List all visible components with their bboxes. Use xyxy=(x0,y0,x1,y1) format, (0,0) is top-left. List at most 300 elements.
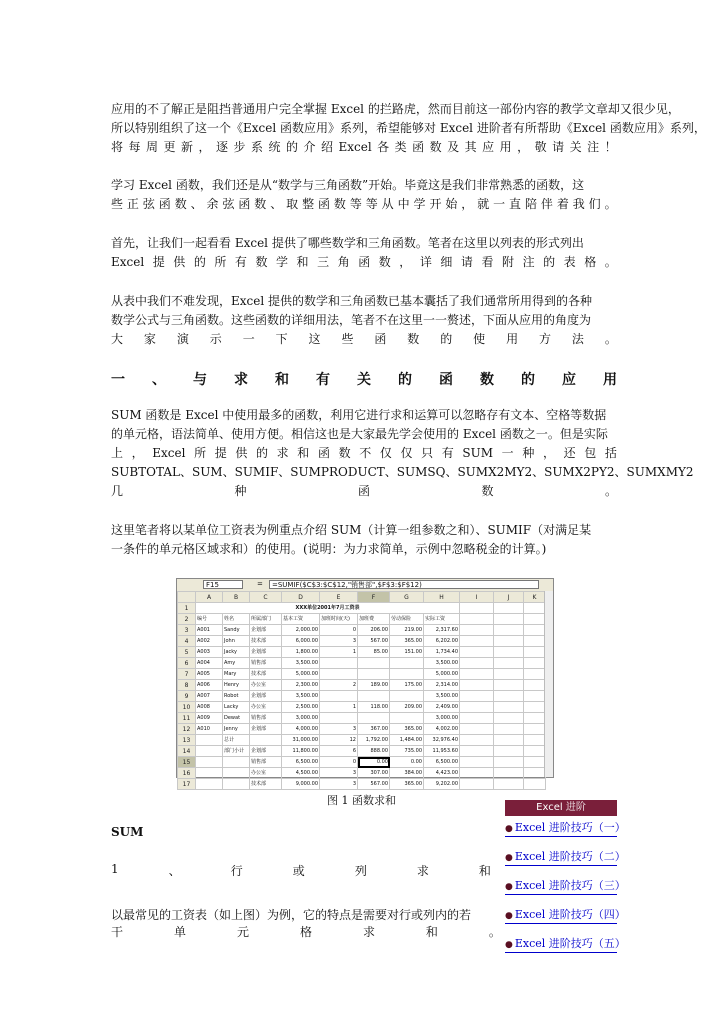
grid-cell[interactable] xyxy=(320,691,358,702)
text-token: 提 xyxy=(152,255,165,269)
row-header[interactable]: 11 xyxy=(178,713,196,724)
text-token: 、 xyxy=(270,197,283,211)
grid-cell[interactable]: 6 xyxy=(320,746,358,757)
grid-cell[interactable] xyxy=(494,647,524,658)
grid-cell[interactable]: 6,202.00 xyxy=(424,636,460,647)
text-token: 和 xyxy=(275,372,289,388)
grid-cell[interactable]: 4,002.00 xyxy=(424,724,460,735)
grid-cell[interactable]: Jacky xyxy=(223,647,250,658)
row-header[interactable]: 5 xyxy=(178,647,196,658)
text-line-justified xyxy=(111,923,501,940)
grid-cell[interactable]: A009 xyxy=(196,713,223,724)
row-header[interactable]: 7 xyxy=(178,669,196,680)
row-header[interactable]: 12 xyxy=(178,724,196,735)
grid-cell[interactable]: 384.00 xyxy=(390,768,424,779)
header-cell[interactable]: 加班时间(天) xyxy=(320,614,358,625)
grid-cell[interactable]: Sandy xyxy=(223,625,250,636)
grid-cell[interactable] xyxy=(494,735,524,746)
grid-cell[interactable] xyxy=(524,603,546,614)
grid-cell[interactable]: 3,500.00 xyxy=(424,658,460,669)
grid-cell[interactable]: 6,500.00 xyxy=(424,757,460,768)
related-link-1[interactable] xyxy=(505,820,626,837)
text-token: 数 xyxy=(174,197,187,211)
grid-cell[interactable]: 0 xyxy=(320,757,358,768)
grid-cell[interactable]: Mary xyxy=(223,669,250,680)
grid-cell[interactable] xyxy=(494,614,524,625)
row-header[interactable]: 9 xyxy=(178,691,196,702)
table-row xyxy=(178,647,546,658)
text-token: 整 xyxy=(302,197,315,211)
text-token: 请 xyxy=(552,140,565,154)
related-link-5[interactable] xyxy=(505,936,626,953)
grid-cell[interactable] xyxy=(223,768,250,779)
grid-cell[interactable] xyxy=(460,724,494,735)
vertical-scrollbar[interactable] xyxy=(544,591,553,777)
header-cell[interactable]: 基本工资 xyxy=(282,614,320,625)
grid-cell[interactable]: 3 xyxy=(320,768,358,779)
grid-cell[interactable]: 0 xyxy=(320,625,358,636)
grid-cell[interactable]: 735.00 xyxy=(390,746,424,757)
grid-cell[interactable]: A007 xyxy=(196,691,223,702)
grid-cell[interactable]: 5,000.00 xyxy=(424,669,460,680)
figure-caption: 图 1 函数求和 xyxy=(327,794,396,807)
grid-cell[interactable] xyxy=(250,735,282,746)
grid-cell[interactable] xyxy=(460,658,494,669)
grid-cell[interactable] xyxy=(524,680,546,691)
text-token: 直 xyxy=(509,197,522,211)
table-row xyxy=(178,713,546,724)
grid-cell[interactable]: 2,500.00 xyxy=(282,702,320,713)
grid-cell[interactable]: 3,000.00 xyxy=(424,713,460,724)
grid-cell[interactable]: 175.00 xyxy=(390,680,424,691)
grid-cell[interactable]: 367.00 xyxy=(358,724,390,735)
grid-cell[interactable] xyxy=(524,691,546,702)
grid-cell[interactable]: 31,000.00 xyxy=(282,735,320,746)
grid-cell[interactable] xyxy=(494,625,524,636)
grid-cell[interactable] xyxy=(320,713,358,724)
grid-cell[interactable]: 2,314.00 xyxy=(424,680,460,691)
grid-cell[interactable]: 4,000.00 xyxy=(282,724,320,735)
grid-cell[interactable]: 1 xyxy=(320,647,358,658)
grid-cell[interactable] xyxy=(460,614,494,625)
row-header[interactable]: 16 xyxy=(178,768,196,779)
grid-cell[interactable] xyxy=(320,658,358,669)
table-row xyxy=(178,757,546,768)
related-links-box xyxy=(505,800,626,953)
grid-cell[interactable]: 办公室 xyxy=(250,680,282,691)
grid-cell[interactable] xyxy=(524,669,546,680)
grid-cell[interactable] xyxy=(524,757,546,768)
text-token: 用 xyxy=(499,140,512,154)
grid-cell[interactable]: 1,734.40 xyxy=(424,647,460,658)
text-token: 细 xyxy=(440,255,453,269)
row-header[interactable]: 4 xyxy=(178,636,196,647)
text-token: 函 xyxy=(374,332,387,346)
grid-cell[interactable]: 4,500.00 xyxy=(282,768,320,779)
grid-cell[interactable]: 技术部 xyxy=(250,669,282,680)
text-token: 、 xyxy=(152,372,166,388)
text-line-justified xyxy=(111,195,617,214)
grid-cell[interactable]: 总计 xyxy=(223,735,250,746)
grid-cell[interactable]: A008 xyxy=(196,702,223,713)
grid-cell[interactable]: 3 xyxy=(320,779,358,790)
grid-cell[interactable]: 9,000.00 xyxy=(282,779,320,790)
table-row xyxy=(178,603,546,614)
active-cell[interactable]: 0.00 xyxy=(358,757,390,768)
text-token: 统 xyxy=(268,140,281,154)
grid-cell[interactable] xyxy=(524,702,546,713)
header-cell[interactable]: 加班费 xyxy=(358,614,390,625)
grid-cell[interactable]: 365.00 xyxy=(390,724,424,735)
grid-cell[interactable] xyxy=(494,680,524,691)
sheet-grid xyxy=(177,591,546,790)
header-cell[interactable]: 劳动保险 xyxy=(390,614,424,625)
grid-cell[interactable] xyxy=(460,636,494,647)
table-row xyxy=(178,636,546,647)
text-token: 家 xyxy=(143,332,156,346)
grid-cell[interactable]: A003 xyxy=(196,647,223,658)
grid-cell[interactable] xyxy=(196,757,223,768)
column-header[interactable]: G xyxy=(390,592,424,603)
text-token: 注 xyxy=(587,140,600,154)
grid-cell[interactable]: A010 xyxy=(196,724,223,735)
grid-cell[interactable] xyxy=(460,647,494,658)
grid-cell[interactable]: 技术部 xyxy=(250,779,282,790)
grid-cell[interactable]: Dewat xyxy=(223,713,250,724)
grid-cell[interactable] xyxy=(196,779,223,790)
text-token: 始 xyxy=(445,197,458,211)
grid-cell[interactable] xyxy=(494,713,524,724)
grid-cell[interactable] xyxy=(524,746,546,757)
column-header[interactable]: A xyxy=(196,592,223,603)
row-header[interactable]: 6 xyxy=(178,658,196,669)
column-header[interactable]: D xyxy=(282,592,320,603)
grid-cell[interactable]: 365.00 xyxy=(390,779,424,790)
text-token: 用 xyxy=(603,372,617,388)
row-header[interactable]: 17 xyxy=(178,779,196,790)
text-token: Excel xyxy=(152,446,186,460)
grid-cell[interactable]: 2,300.00 xyxy=(282,680,320,691)
paragraph-usage xyxy=(111,292,617,349)
grid-cell[interactable]: 销售部 xyxy=(250,713,282,724)
text-line: 这里笔者将以某单位工资表为例重点介绍 SUM（计算一组参数之和）、SUMIF（对满足某 xyxy=(111,523,592,537)
grid-cell[interactable] xyxy=(524,713,546,724)
grid-cell[interactable] xyxy=(494,636,524,647)
grid-cell[interactable] xyxy=(460,691,494,702)
grid-cell[interactable]: 85.00 xyxy=(358,647,390,658)
text-token: 格 xyxy=(299,925,312,939)
text-token: 各 xyxy=(377,140,390,154)
grid-cell[interactable]: 办公室 xyxy=(250,768,282,779)
grid-cell[interactable] xyxy=(223,779,250,790)
text-token: 。 xyxy=(604,332,617,346)
grid-cell[interactable]: 3 xyxy=(320,724,358,735)
grid-cell[interactable] xyxy=(460,680,494,691)
grid-cell[interactable]: Henry xyxy=(223,680,250,691)
grid-cell[interactable] xyxy=(460,702,494,713)
related-link-3[interactable] xyxy=(505,878,626,895)
text-token: 与 xyxy=(193,372,207,388)
grid-cell[interactable] xyxy=(460,768,494,779)
grid-cell[interactable]: 办公室 xyxy=(250,702,282,713)
grid-cell[interactable] xyxy=(494,757,524,768)
text-token: 些 xyxy=(341,332,354,346)
text-token: 注 xyxy=(522,255,535,269)
text-token: 取 xyxy=(286,197,299,211)
text-token: 的 xyxy=(286,140,299,154)
row-header[interactable]: 8 xyxy=(178,680,196,691)
header-cell[interactable]: 所属部门 xyxy=(250,614,282,625)
related-link-label: Excel 进阶技巧（四） xyxy=(514,908,626,921)
column-header[interactable]: I xyxy=(460,592,494,603)
grid-cell[interactable]: 209.00 xyxy=(390,702,424,713)
grid-cell[interactable]: 企划部 xyxy=(250,625,282,636)
grid-cell[interactable] xyxy=(358,669,390,680)
grid-cell[interactable]: 6,000.00 xyxy=(282,636,320,647)
grid-cell[interactable] xyxy=(524,614,546,625)
grid-cell[interactable]: A006 xyxy=(196,680,223,691)
text-token: 行 xyxy=(230,864,243,878)
row-header[interactable]: 15 xyxy=(178,757,196,768)
grid-cell[interactable] xyxy=(320,669,358,680)
grid-cell[interactable]: 2,409.00 xyxy=(424,702,460,713)
grid-cell[interactable] xyxy=(494,779,524,790)
table-row xyxy=(178,691,546,702)
text-token: 函 xyxy=(317,197,330,211)
grid-cell[interactable]: 部门小计 xyxy=(223,746,250,757)
text-token: 函 xyxy=(317,446,330,460)
text-token: 中 xyxy=(397,197,410,211)
text-token: 。 xyxy=(604,484,617,498)
grid-cell[interactable] xyxy=(196,746,223,757)
text-token: 函 xyxy=(158,197,171,211)
grid-cell[interactable]: 3 xyxy=(320,636,358,647)
grid-cell[interactable] xyxy=(460,603,494,614)
text-line-justified xyxy=(111,330,617,349)
column-header[interactable]: F xyxy=(358,592,390,603)
grid-cell[interactable]: 企划部 xyxy=(250,691,282,702)
name-box[interactable]: F15 xyxy=(203,580,243,589)
text-token: 表 xyxy=(563,255,576,269)
table-row xyxy=(178,735,546,746)
grid-cell[interactable]: 206.00 xyxy=(358,625,390,636)
grid-cell[interactable] xyxy=(390,658,424,669)
related-link-2[interactable] xyxy=(505,849,626,866)
text-token: 关 xyxy=(357,372,371,388)
grid-cell[interactable] xyxy=(494,702,524,713)
grid-cell[interactable] xyxy=(390,713,424,724)
text-token: 种 xyxy=(522,446,535,460)
grid-cell[interactable] xyxy=(524,724,546,735)
formula-equals-icon: = xyxy=(257,580,263,588)
row-header[interactable]: 3 xyxy=(178,625,196,636)
text-token: 弦 xyxy=(142,197,155,211)
text-token: ！ xyxy=(604,140,617,154)
grid-cell[interactable] xyxy=(494,746,524,757)
grid-cell[interactable] xyxy=(460,757,494,768)
grid-cell[interactable]: 11,800.00 xyxy=(282,746,320,757)
column-header[interactable]: B xyxy=(223,592,250,603)
text-token: 。 xyxy=(604,255,617,269)
grid-cell[interactable] xyxy=(460,735,494,746)
grid-cell[interactable]: 5,000.00 xyxy=(282,669,320,680)
grid-cell[interactable]: 1 xyxy=(320,702,358,713)
grid-cell[interactable]: 1,484.00 xyxy=(390,735,424,746)
formula-input[interactable]: =SUMIF($C$3:$C$12,"销售部",$F$3:$F$12) xyxy=(269,580,539,589)
text-token: 余 xyxy=(206,197,219,211)
text-token: 这 xyxy=(308,332,321,346)
grid-cell[interactable] xyxy=(460,713,494,724)
grid-cell[interactable]: 3,500.00 xyxy=(282,691,320,702)
row-header[interactable]: 13 xyxy=(178,735,196,746)
grid-cell[interactable] xyxy=(494,603,524,614)
text-token: 及 xyxy=(447,140,460,154)
header-cell[interactable]: 实际工资 xyxy=(424,614,460,625)
grid-cell[interactable] xyxy=(494,768,524,779)
text-token: 步 xyxy=(233,140,246,154)
text-token: 提 xyxy=(214,446,227,460)
grid-cell[interactable]: 0.00 xyxy=(390,757,424,768)
text-token: SUM xyxy=(462,446,494,460)
text-token: 等 xyxy=(365,197,378,211)
column-header[interactable]: K xyxy=(524,592,546,603)
text-token: 就 xyxy=(477,197,490,211)
grid-cell[interactable]: Amy xyxy=(223,658,250,669)
column-header[interactable]: C xyxy=(250,592,282,603)
bullet-icon: ● xyxy=(505,940,513,950)
header-cell[interactable]: 编号 xyxy=(196,614,223,625)
text-token: 将 xyxy=(111,140,124,154)
row-header[interactable]: 10 xyxy=(178,702,196,713)
text-line: 一条件的单元格区域求和）的使用。(说明：为力求简单，示例中忽略税金的计算。) xyxy=(111,542,547,556)
grid-cell[interactable]: 销售部 xyxy=(250,658,282,669)
select-all-corner[interactable] xyxy=(178,592,196,603)
grid-cell[interactable]: 3,500.00 xyxy=(424,691,460,702)
grid-cell[interactable] xyxy=(494,669,524,680)
grid-cell[interactable]: 企划部 xyxy=(250,746,282,757)
grid-cell[interactable]: 2,000.00 xyxy=(282,625,320,636)
grid-cell[interactable]: 1,800.00 xyxy=(282,647,320,658)
grid-cell[interactable]: 3,500.00 xyxy=(282,658,320,669)
grid-cell[interactable]: 307.00 xyxy=(358,768,390,779)
grid-cell[interactable]: A004 xyxy=(196,658,223,669)
text-token: ， xyxy=(131,446,144,460)
grid-cell[interactable] xyxy=(460,625,494,636)
grid-cell[interactable]: John xyxy=(223,636,250,647)
column-header[interactable]: H xyxy=(424,592,460,603)
text-token: 的 xyxy=(521,372,535,388)
grid-cell[interactable]: 365.00 xyxy=(390,636,424,647)
text-token: 等 xyxy=(349,197,362,211)
row-header[interactable]: 2 xyxy=(178,614,196,625)
grid-cell[interactable]: 2,317.60 xyxy=(424,625,460,636)
grid-cell[interactable] xyxy=(524,647,546,658)
grid-cell[interactable] xyxy=(358,658,390,669)
grid-cell[interactable] xyxy=(390,691,424,702)
grid-cell[interactable]: A002 xyxy=(196,636,223,647)
grid-cell[interactable] xyxy=(494,658,524,669)
header-cell[interactable]: 姓名 xyxy=(223,614,250,625)
grid-cell[interactable]: 企划部 xyxy=(250,724,282,735)
grid-cell[interactable] xyxy=(524,636,546,647)
grid-cell[interactable]: 567.00 xyxy=(358,779,390,790)
grid-cell[interactable] xyxy=(460,746,494,757)
text-line-justified xyxy=(111,138,617,157)
grid-cell[interactable] xyxy=(223,757,250,768)
grid-cell[interactable]: A001 xyxy=(196,625,223,636)
text-token: 干 xyxy=(111,925,124,939)
row-header[interactable]: 1 xyxy=(178,603,196,614)
grid-cell[interactable] xyxy=(390,669,424,680)
grid-cell[interactable] xyxy=(358,713,390,724)
text-token: 。 xyxy=(488,925,501,939)
text-token: 和 xyxy=(297,446,310,460)
grid-cell[interactable] xyxy=(524,779,546,790)
grid-cell[interactable] xyxy=(524,625,546,636)
text-line-justified xyxy=(111,444,617,463)
grid-cell[interactable]: 9,202.00 xyxy=(424,779,460,790)
grid-cell[interactable]: 11,953.60 xyxy=(424,746,460,757)
grid-cell[interactable] xyxy=(494,724,524,735)
text-token: 我 xyxy=(572,197,585,211)
grid-cell[interactable]: 6,500.00 xyxy=(282,757,320,768)
grid-cell[interactable] xyxy=(524,658,546,669)
grid-cell[interactable]: A005 xyxy=(196,669,223,680)
grid-cell[interactable]: Lacky xyxy=(223,702,250,713)
grid-cell[interactable] xyxy=(196,768,223,779)
table-row xyxy=(178,669,546,680)
grid-cell[interactable]: 219.00 xyxy=(390,625,424,636)
sheet-title-cell[interactable]: XXX单位2001年7月工资表 xyxy=(196,603,460,614)
row-header[interactable]: 14 xyxy=(178,746,196,757)
grid-cell[interactable]: 企划部 xyxy=(250,647,282,658)
grid-cell[interactable]: 151.00 xyxy=(390,647,424,658)
grid-cell[interactable] xyxy=(460,669,494,680)
paragraph-function-list xyxy=(111,234,617,272)
grid-cell[interactable]: 888.00 xyxy=(358,746,390,757)
text-token: 和 xyxy=(478,864,491,878)
text-token: 正 xyxy=(126,197,139,211)
grid-cell[interactable]: 4,423.00 xyxy=(424,768,460,779)
grid-cell[interactable] xyxy=(196,735,223,746)
grid-cell[interactable]: 1,792.00 xyxy=(358,735,390,746)
grid-cell[interactable]: 技术部 xyxy=(250,636,282,647)
text-token: 介 xyxy=(303,140,316,154)
grid-cell[interactable]: 12 xyxy=(320,735,358,746)
column-header[interactable]: E xyxy=(320,592,358,603)
grid-cell[interactable] xyxy=(358,691,390,702)
grid-cell[interactable]: 3,000.00 xyxy=(282,713,320,724)
grid-cell[interactable] xyxy=(524,735,546,746)
grid-cell[interactable]: Robot xyxy=(223,691,250,702)
grid-cell[interactable]: 189.00 xyxy=(358,680,390,691)
table-row xyxy=(178,614,546,625)
grid-cell[interactable] xyxy=(494,691,524,702)
grid-cell[interactable]: Jenny xyxy=(223,724,250,735)
grid-cell[interactable] xyxy=(524,768,546,779)
related-link-4[interactable] xyxy=(505,907,626,924)
grid-cell[interactable]: 2 xyxy=(320,680,358,691)
grid-cell[interactable] xyxy=(460,779,494,790)
grid-cell[interactable]: 567.00 xyxy=(358,636,390,647)
text-line: 的单元格，语法简单、使用方便。相信这也是大家最先学会使用的 Excel 函数之一。但是实际 xyxy=(111,427,608,441)
text-line: 学习 Excel 函数，我们还是从“数学与三角函数”开始。毕竟这是我们非常熟悉的函数，这 xyxy=(111,178,585,192)
grid-cell[interactable]: 销售部 xyxy=(250,757,282,768)
grid-cell[interactable]: 32,976.40 xyxy=(424,735,460,746)
grid-cell[interactable]: 118.00 xyxy=(358,702,390,713)
column-header[interactable]: J xyxy=(494,592,524,603)
text-token: 系 xyxy=(251,140,264,154)
